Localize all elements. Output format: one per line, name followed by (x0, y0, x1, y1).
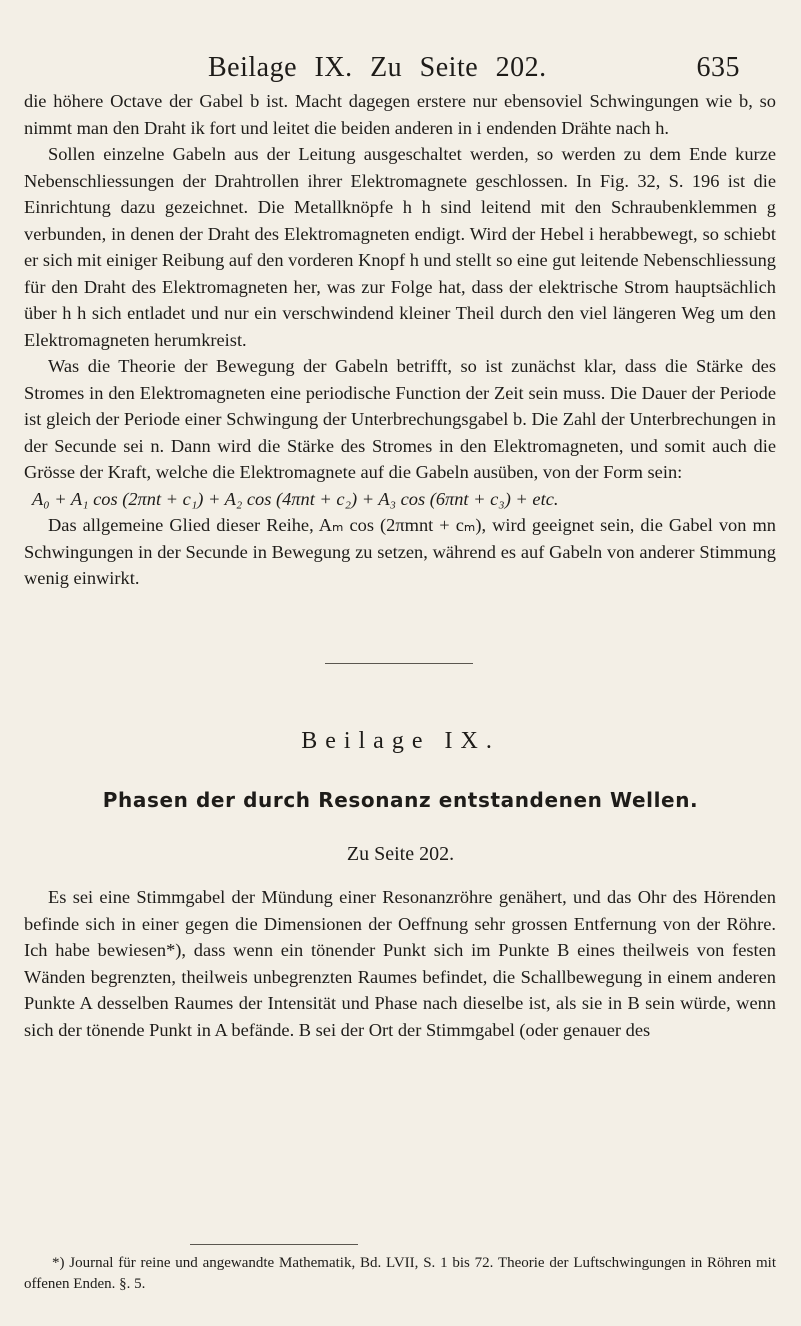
section-divider (325, 663, 473, 664)
page-number: 635 (696, 52, 740, 83)
body-text-appendix (24, 884, 776, 1043)
running-head (208, 52, 740, 84)
paragraph-4: Das allgemeine Glied dieser Reihe, Aₘ cos (2πmnt + cₘ), wird geeignet sein, die Gabel von mn Schwingungen in der Secunde in Bewegung zu setzen, während es auf Gabeln von anderer Stimmung wenig einwirkt. (24, 515, 776, 588)
appendix-reference: Zu Seite 202. (346, 843, 455, 865)
footnote-rule (190, 1244, 358, 1245)
appendix-paragraph: Es sei eine Stimmgabel der Mündung einer Resonanzröhre genähert, und das Ohr des Hörenden befinde sich in einer gegen die Dimensionen der Oeffnung sehr grossen Entfernung von der Röhre. Ich habe bewiesen*), dass wenn ein tönender Punkt sich im Punkte B eines theilweis von festen Wänden begrenzten, theilweis unbegrenzten Raumes befindet, die Schallbewegung in einem anderen Punkte A desselben Raumes der Intensität und Phase nach dieselbe ist, als sie in B sein würde, wenn sich der tönende Punkt in A befände. B sei der Ort der Stimmgabel (oder genauer des (24, 887, 776, 1040)
fourier-formula: A₀ + A₁ cos (2πnt + c₁) + A₂ cos (4πnt + c₂) + A₃ cos (6πnt + c₃) + etc. (32, 488, 559, 509)
paragraph-3: Was die Theorie der Bewegung der Gabeln betrifft, so ist zunächst klar, dass die Stärke des Stromes in den Elektromagneten eine periodische Function der Zeit sein muss. Die Dauer der Periode ist gleich der Periode einer Schwingung der Unterbrechungsgabel b. Die Zahl der Unterbrechungen in der Secunde sei n. Dann wird die Stärke des Stromes in den Elektromagneten, und somit auch die Grösse der Kraft, welche die Elektromagnete auf die Gabeln ausüben, von der Form sein: (24, 356, 776, 482)
paragraph-1: die höhere Octave der Gabel b ist. Macht dagegen erstere nur ebensoviel Schwingungen wie b, so nimmt man den Draht ik fort und leitet die beiden anderen in i endenden Drähte nach h. (24, 91, 776, 138)
footnote (24, 1253, 776, 1295)
appendix-label: Beilage IX. (301, 728, 500, 754)
appendix-heading: Phasen der durch Resonanz entstandenen Wellen. (102, 788, 699, 812)
running-head-title: Beilage IX. Zu Seite 202. (208, 52, 547, 83)
paragraph-2: Sollen einzelne Gabeln aus der Leitung ausgeschaltet werden, so werden zu dem Ende kurze Nebenschliessungen der Drahtrollen ihrer Elektromagnete geschlossen. In Fig. 32, S. 196 ist die Einrichtung dazu gezeichnet. Die Metallknöpfe h h sind leitend mit den Schraubenklemmen g verbunden, in denen der Draht des Elektromagneten endigt. Wird der Hebel i herabbewegt, so schiebt er sich mit einiger Reibung auf den vorderen Knopf h und stellt so eine gut leitende Nebenschliessung für den Draht des Elektromagneten her, was zur Folge hat, dass der elektrische Strom hauptsächlich über h h sich entladet und nur ein verschwindend kleiner Theil durch den viel längeren Weg um den Elektromagneten herumkreist. (24, 144, 776, 350)
footnote-text: *) Journal für reine und angewandte Mathematik, Bd. LVII, S. 1 bis 72. Theorie der Luftschwingungen in Röhren mit offenen Enden. §. 5. (24, 1255, 776, 1292)
body-text-top (24, 88, 776, 592)
